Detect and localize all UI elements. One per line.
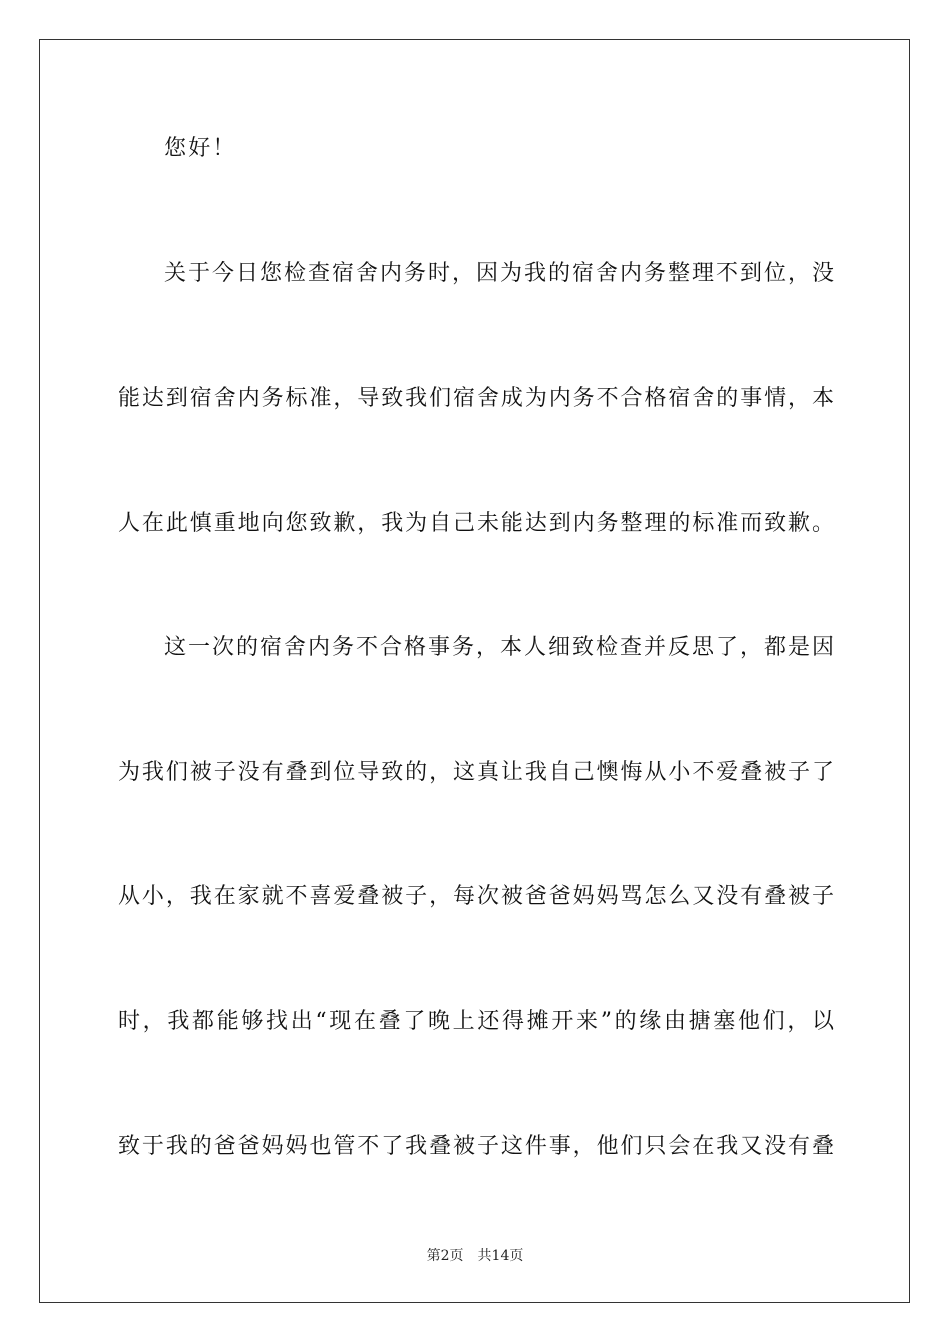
paragraph-line: 从小，我在家就不喜爱叠被子，每次被爸爸妈妈骂怎么又没有叠被子 [118, 884, 834, 909]
paragraph-line: 能达到宿舍内务标准，导致我们宿舍成为内务不合格宿舍的事情，本 [118, 386, 834, 411]
page-total: 共14页 [477, 1248, 524, 1264]
page-number: 第2页 [426, 1248, 464, 1264]
paragraph-line: 关于今日您检查宿舍内务时，因为我的宿舍内务整理不到位，没 [164, 261, 834, 286]
paragraph-line: 为我们被子没有叠到位导致的，这真让我自己懊悔从小不爱叠被子了 [118, 760, 834, 785]
page-footer [0, 1246, 950, 1266]
greeting-line: 您好！ [164, 136, 237, 161]
page-frame [39, 39, 910, 1303]
paragraph-line: 时，我都能够找出“现在叠了晚上还得摊开来”的缘由搪塞他们，以 [118, 1009, 834, 1034]
paragraph-line: 这一次的宿舍内务不合格事务，本人细致检查并反思了，都是因 [164, 635, 834, 660]
paragraph-line: 致于我的爸爸妈妈也管不了我叠被子这件事，他们只会在我又没有叠 [118, 1134, 834, 1159]
paragraph-line: 人在此慎重地向您致歉，我为自己未能达到内务整理的标准而致歉。 [118, 511, 834, 536]
